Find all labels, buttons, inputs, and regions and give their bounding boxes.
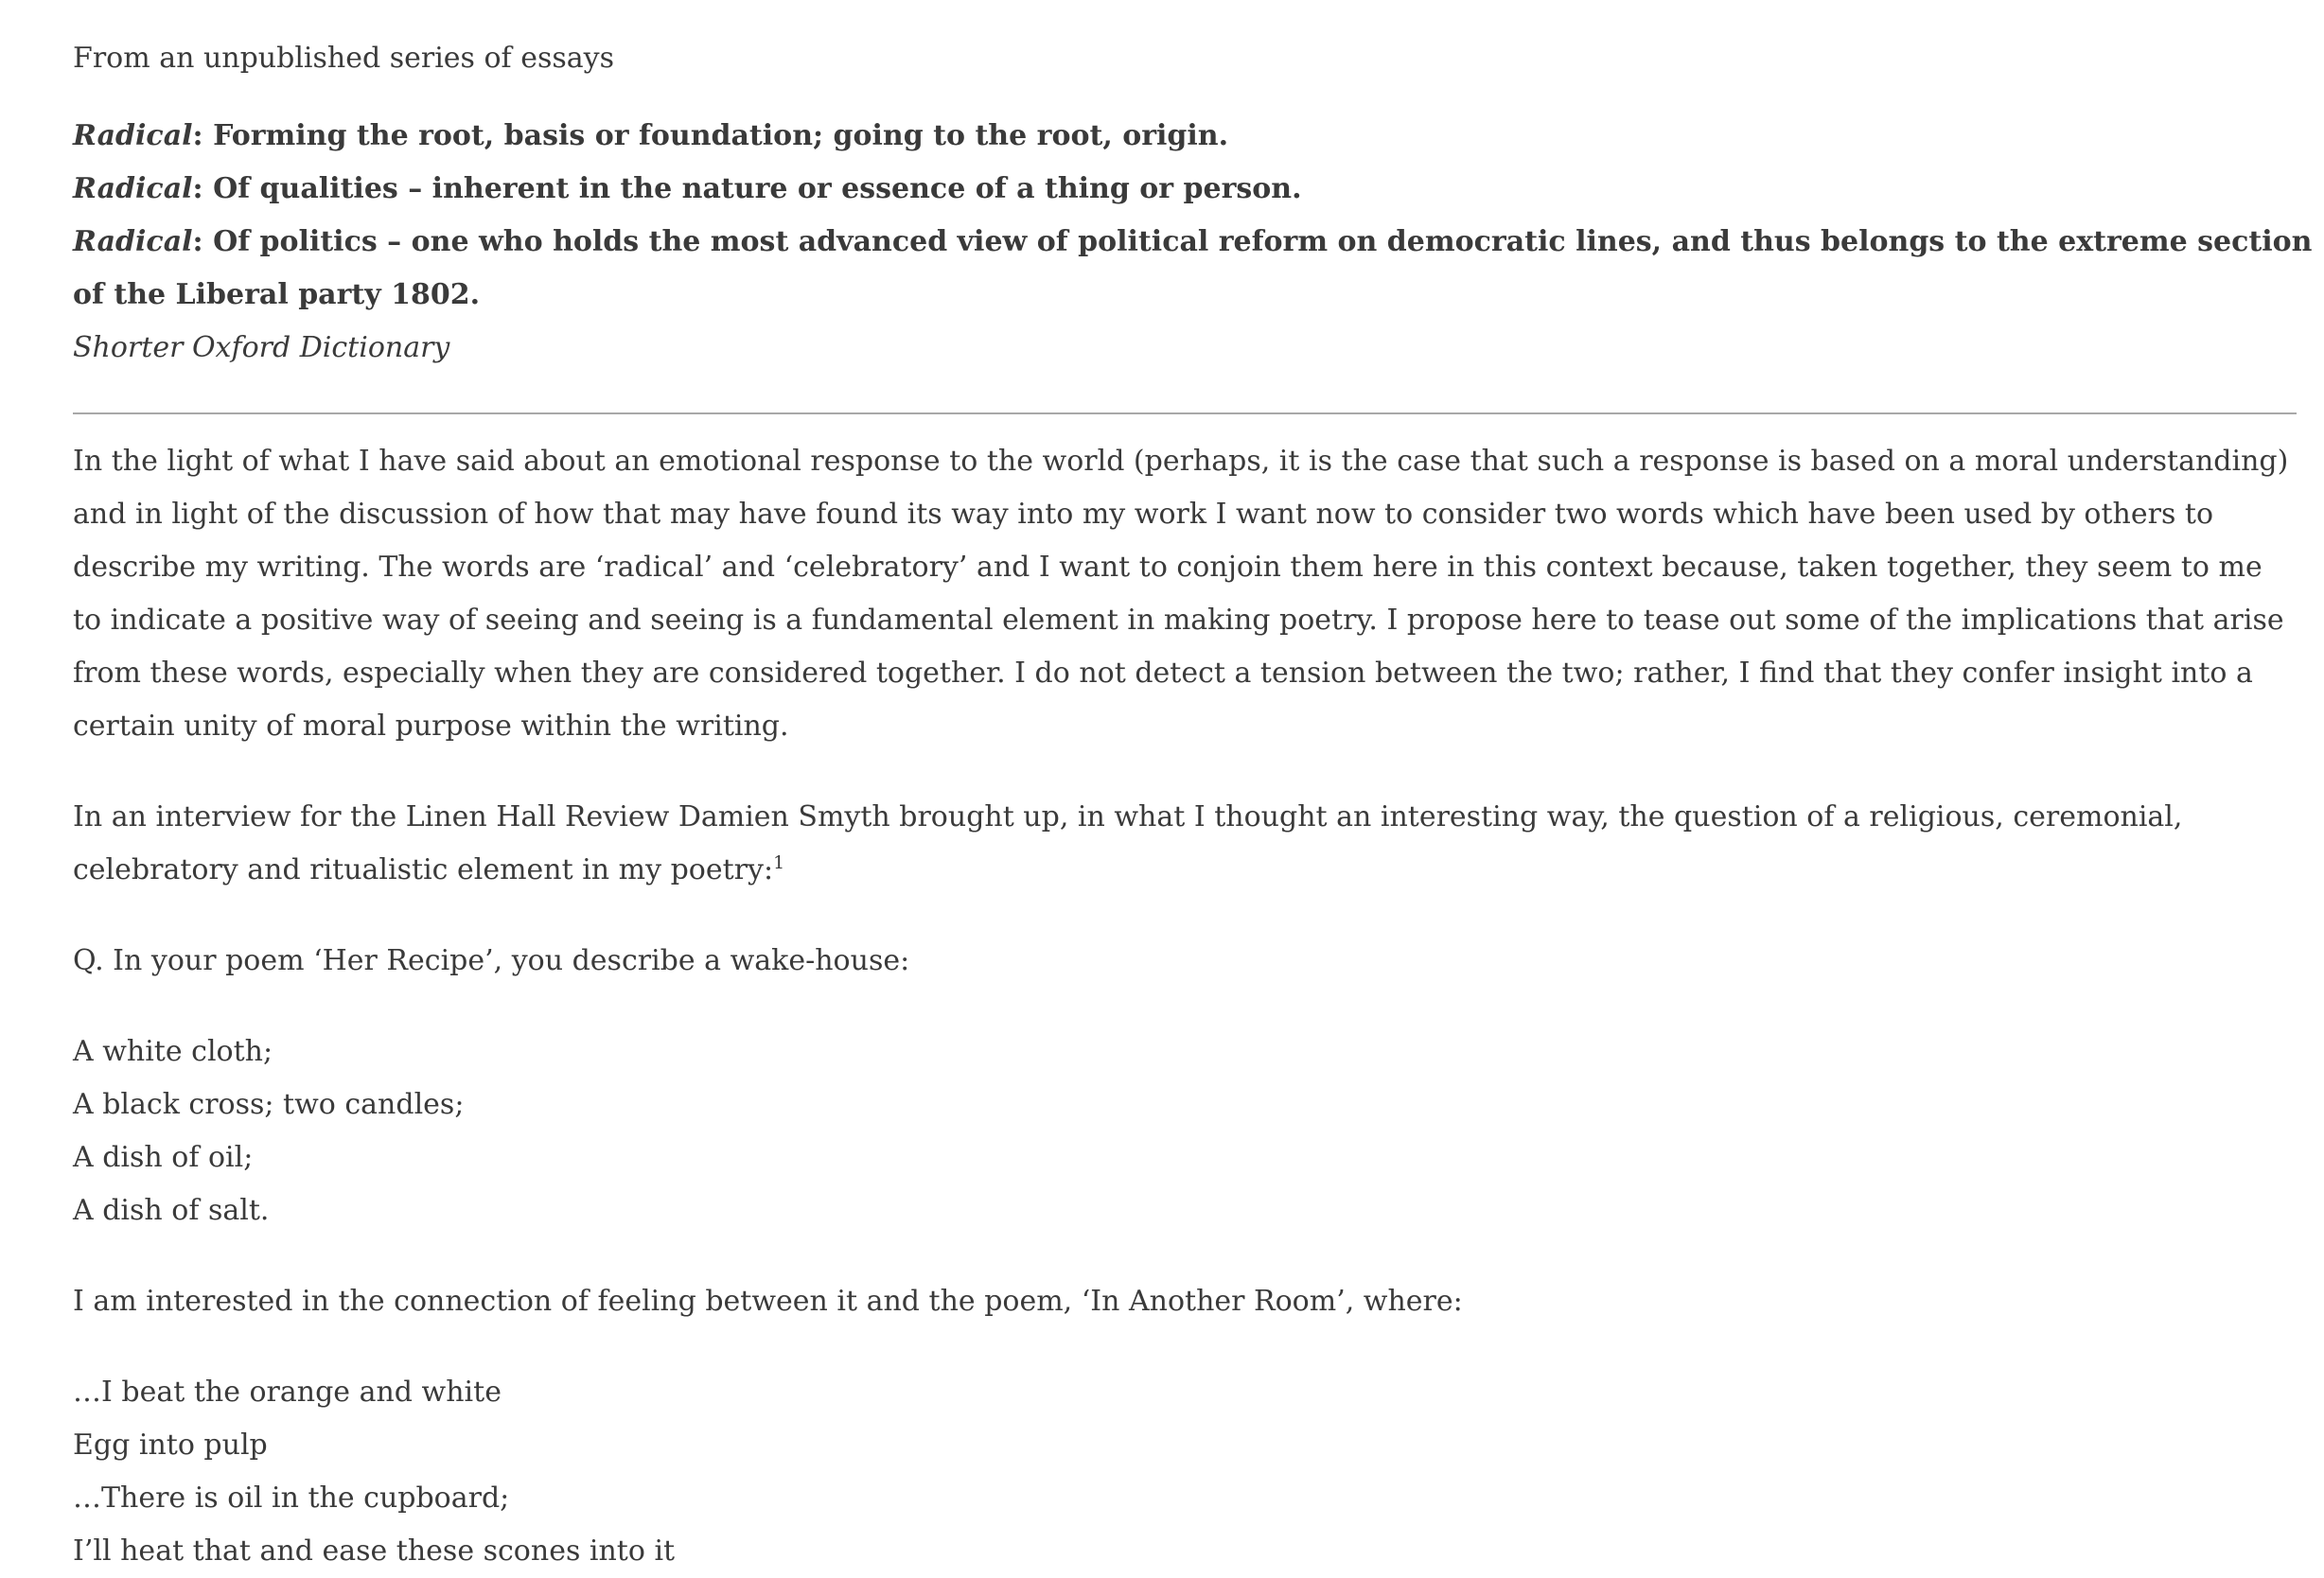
poem-quote-1 <box>73 1026 2297 1237</box>
definition-3 <box>73 216 2315 322</box>
definition-1 <box>73 110 2315 163</box>
definition-text: : Of politics – one who holds the most advanced view of political reform on democratic lines, and thus belongs to the extreme section of the Liberal party 1802. <box>73 225 2313 311</box>
paragraph-2 <box>73 791 2297 897</box>
definition-2 <box>73 163 2315 216</box>
poem-line: A dish of oil; <box>73 1141 254 1174</box>
definition-term: Radical <box>73 172 193 205</box>
footnote-marker[interactable]: 1 <box>773 852 785 873</box>
paragraph-3: Q. In your poem ‘Her Recipe’, you describe a wake-house: <box>73 944 910 977</box>
poem-line: I’ll heat that and ease these scones into it <box>73 1534 676 1568</box>
poem-line: …There is oil in the cupboard; <box>73 1482 510 1515</box>
paragraph-2-text: In an interview for the Linen Hall Review Damien Smyth brought up, in what I thought an interesting way, the question of a religious, ceremonial, celebratory and ritualistic element in my poetry: <box>73 800 2183 886</box>
horizontal-divider <box>73 412 2297 414</box>
paragraph-1: In the light of what I have said about an emotional response to the world (perhaps, it is the case that such a response is based on a moral understanding) and in light of the discussion of how that may have found its way into my work I want now to consider two words which have been used by others to describe my writing. The words are ‘radical’ and ‘celebratory’ and I want to conjoin them here in this context because, taken together, they seem to me to indicate a positive way of seeing and seeing is a fundamental element in making poetry. I propose here to tease out some of the implications that arise from these words, especially when they are considered together. I do not detect a tension between the two; rather, I find that they confer insight into a certain unity of moral purpose within the writing. <box>73 445 2289 743</box>
definition-text: : Forming the root, basis or foundation; going to the root, origin. <box>192 119 1229 152</box>
intro-line: From an unpublished series of essays <box>73 42 614 75</box>
definitions-block <box>73 110 2313 375</box>
definition-text: : Of qualities – inherent in the nature or essence of a thing or person. <box>192 172 1302 205</box>
paragraph-4: I am interested in the connection of feeling between it and the poem, ‘In Another Room’, where: <box>73 1285 1463 1318</box>
poem-line: A white cloth; <box>73 1035 273 1068</box>
definition-term: Radical <box>73 119 193 152</box>
definition-source: Shorter Oxford Dictionary <box>73 331 450 364</box>
definition-term: Radical <box>73 225 193 258</box>
poem-line: Egg into pulp <box>73 1429 268 1462</box>
poem-quote-2 <box>73 1366 2297 1578</box>
poem-line: …I beat the orange and white <box>73 1376 502 1409</box>
poem-line: A dish of salt. <box>73 1194 270 1227</box>
poem-line: A black cross; two candles; <box>73 1088 465 1121</box>
